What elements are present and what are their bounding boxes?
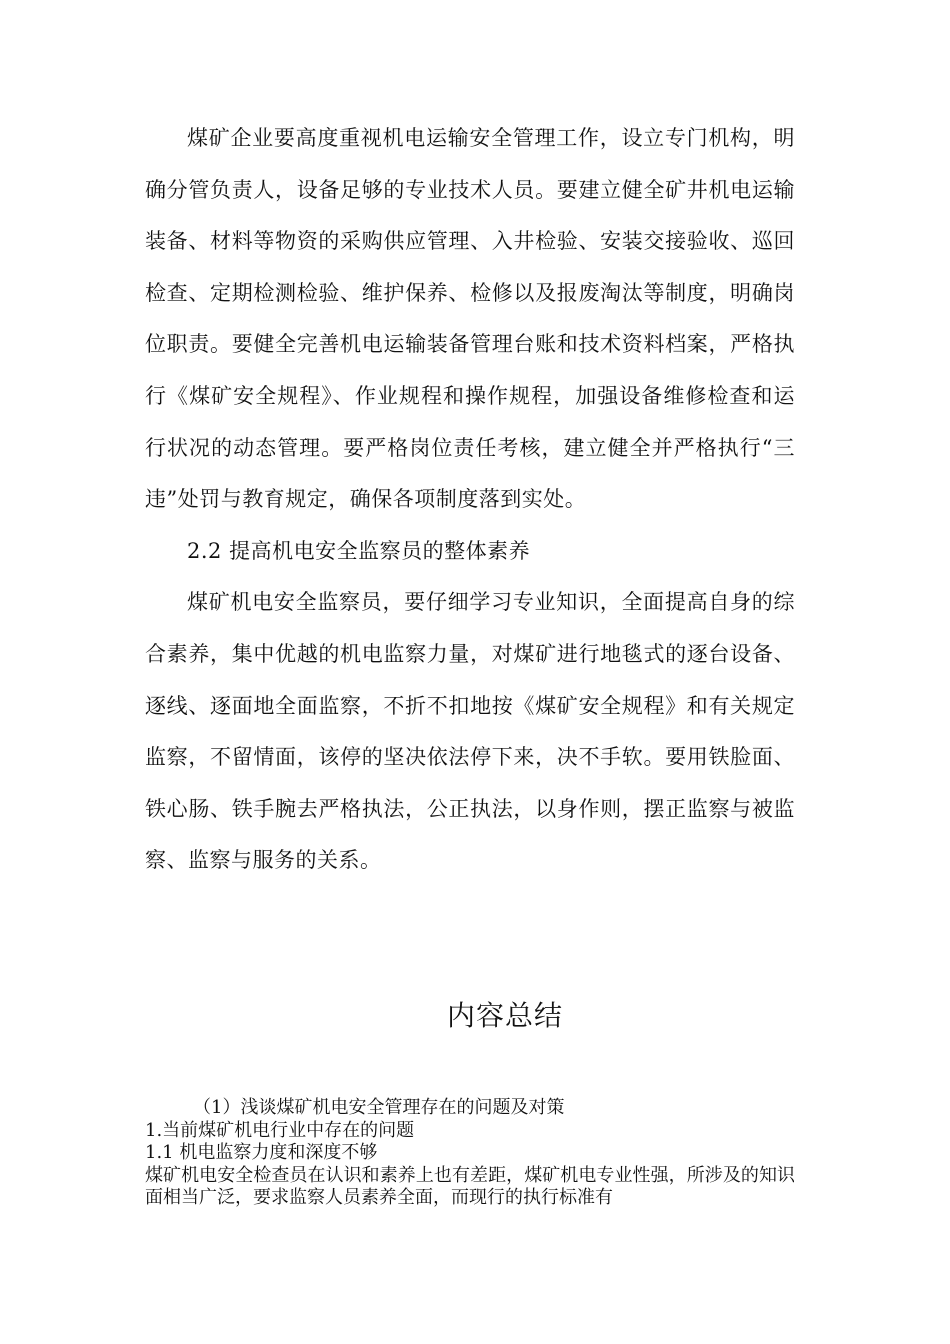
summary-body <box>145 1097 795 1210</box>
section-paragraph: 煤矿机电安全监察员，要仔细学习专业知识，全面提高自身的综合素养，集中优越的机电监察力量，对煤矿进行地毯式的逐台设备、逐线、逐面地全面监察，不折不扣地按《煤矿安全规程》和有关规定监察，不留情面，该停的坚决依法停下来，决不手软。要用铁脸面、铁心肠、铁手腕去严格执法，公正执法，以身作则，摆正监察与被监察、监察与服务的关系。 <box>145 590 795 873</box>
main-body-text <box>145 113 795 887</box>
summary-line: 1.当前煤矿机电行业中存在的问题 <box>145 1119 415 1141</box>
section-heading: 2.2 提高机电安全监察员的整体素养 <box>187 538 531 563</box>
summary-title: 内容总结 <box>446 999 563 1032</box>
body-paragraph: 煤矿企业要高度重视机电运输安全管理工作，设立专门机构，明确分管负责人，设备足够的专业技术人员。要建立健全矿井机电运输装备、材料等物资的采购供应管理、入井检验、安装交接验收、巡回检查、定期检测检验、维护保养、检修以及报废淘汰等制度，明确岗位职责。要健全完善机电运输装备管理台账和技术资料档案，严格执行《煤矿安全规程》、作业规程和操作规程，加强设备维修检查和运行状况的动态管理。要严格岗位责任考核，建立健全并严格执行“三违”处罚与教育规定，确保各项制度落到实处。 <box>145 126 795 512</box>
summary-line: 1.1 机电监察力度和深度不够 <box>145 1142 378 1163</box>
summary-line: 煤矿机电安全检查员在认识和素养上也有差距，煤矿机电专业性强，所涉及的知识面相当广泛，要求监察人员素养全面，而现行的执行标准有 <box>145 1164 795 1208</box>
summary-line: （1）浅谈煤矿机电安全管理存在的问题及对策 <box>193 1097 565 1118</box>
